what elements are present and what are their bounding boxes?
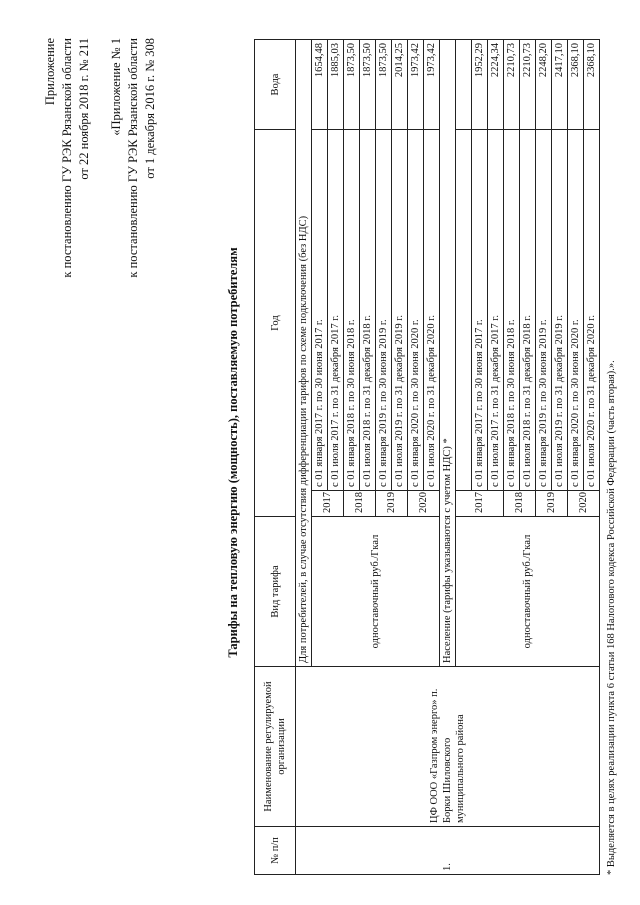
period-cell: с 01 июля 2018 г. по 31 декабря 2018 г. [360, 130, 376, 491]
year-cell: 2017 [456, 491, 504, 517]
header-cell-water: Вода [255, 40, 296, 130]
approval-header [42, 38, 93, 278]
row-number: 1. [296, 827, 600, 875]
header-line: к постановлению ГУ РЭК Рязанской области [126, 38, 140, 278]
value-cell: 2014,25 [392, 40, 408, 130]
value-cell: 1654,48 [312, 40, 328, 130]
tariff-type: одноставочный руб./Гкал [456, 517, 600, 667]
header-line: Приложение [43, 38, 57, 106]
year-cell: 2019 [376, 491, 408, 517]
period-cell: с 01 июля 2020 г. по 31 декабря 2020 г. [424, 130, 440, 491]
value-cell: 1873,50 [344, 40, 360, 130]
header-cell-year: Год [255, 130, 296, 517]
year-cell: 2017 [312, 491, 344, 517]
period-cell: с 01 июля 2017 г. по 31 декабря 2017 г. [328, 130, 344, 491]
value-cell: 2224,34 [488, 40, 504, 130]
value-cell: 1973,42 [408, 40, 424, 130]
value-cell: 1885,03 [328, 40, 344, 130]
period-cell: с 01 января 2018 г. по 30 июня 2018 г. [344, 130, 360, 491]
organization-name: ЦФ ООО «Газпром энерго» п. Борки Шиловского муниципального района [296, 667, 600, 827]
period-cell: с 01 января 2019 г. по 30 июня 2019 г. [376, 130, 392, 491]
value-cell: 2368,10 [568, 40, 584, 130]
header-cell-kind: Вид тарифа [255, 517, 296, 667]
period-cell: с 01 июля 2020 г. по 31 декабря 2020 г. [584, 130, 600, 491]
header-cell-org: Наименование регулируемой организации [255, 667, 296, 827]
value-cell: 2417,10 [552, 40, 568, 130]
header-line: к постановлению ГУ РЭК Рязанской области [60, 38, 74, 278]
value-cell [456, 40, 472, 130]
value-cell: 2248,20 [536, 40, 552, 130]
year-cell: 2019 [536, 491, 568, 517]
period-cell [456, 130, 472, 491]
year-cell: 2020 [568, 491, 600, 517]
value-cell: 1873,50 [360, 40, 376, 130]
period-cell: с 01 июля 2019 г. по 31 декабря 2019 г. [392, 130, 408, 491]
value-cell: 2210,73 [520, 40, 536, 130]
period-cell: с 01 июля 2019 г. по 31 декабря 2019 г. [552, 130, 568, 491]
value-cell: 1973,42 [424, 40, 440, 130]
appendix-header [108, 38, 159, 278]
period-cell: с 01 июля 2017 г. по 31 декабря 2017 г. [488, 130, 504, 491]
value-cell: 1873,50 [376, 40, 392, 130]
period-cell: с 01 января 2020 г. по 30 июня 2020 г. [568, 130, 584, 491]
period-cell: с 01 января 2018 г. по 30 июня 2018 г. [504, 130, 520, 491]
period-cell: с 01 января 2020 г. по 30 июня 2020 г. [408, 130, 424, 491]
header-line: от 22 ноября 2018 г. № 211 [77, 38, 91, 180]
section-title: Население (тарифы указываются с учетом НДС) * [440, 40, 456, 667]
header-line: «Приложение № 1 [109, 38, 123, 136]
section-title: Для потребителей, в случае отсутствия дифференциации тарифов по схеме подключения (без НДС) [296, 40, 312, 667]
value-cell: 1952,29 [472, 40, 488, 130]
header-cell-num: № п/п [255, 827, 296, 875]
year-cell: 2018 [504, 491, 536, 517]
tariff-type: одноставочный руб./Гкал [312, 517, 440, 667]
document-title: Тарифы на тепловую энергию (мощность), поставляемую потребителям [226, 247, 240, 658]
period-cell: с 01 января 2017 г. по 30 июня 2017 г. [472, 130, 488, 491]
period-cell: с 01 июля 2018 г. по 31 декабря 2018 г. [520, 130, 536, 491]
year-cell: 2020 [408, 491, 440, 517]
footnote: * Выделяется в целях реализации пункта 6 статьи 168 Налогового кодекса Российской Федерации (часть вторая).». [606, 360, 617, 875]
year-cell: 2018 [344, 491, 376, 517]
value-cell: 2368,10 [584, 40, 600, 130]
period-cell: с 01 января 2019 г. по 30 июня 2019 г. [536, 130, 552, 491]
table-header-row [255, 40, 296, 875]
tariff-table [254, 39, 600, 875]
section-row [296, 40, 312, 875]
header-line: от 1 декабря 2016 г. № 308 [143, 38, 157, 179]
value-cell: 2210,73 [504, 40, 520, 130]
period-cell: с 01 января 2017 г. по 30 июня 2017 г. [312, 130, 328, 491]
